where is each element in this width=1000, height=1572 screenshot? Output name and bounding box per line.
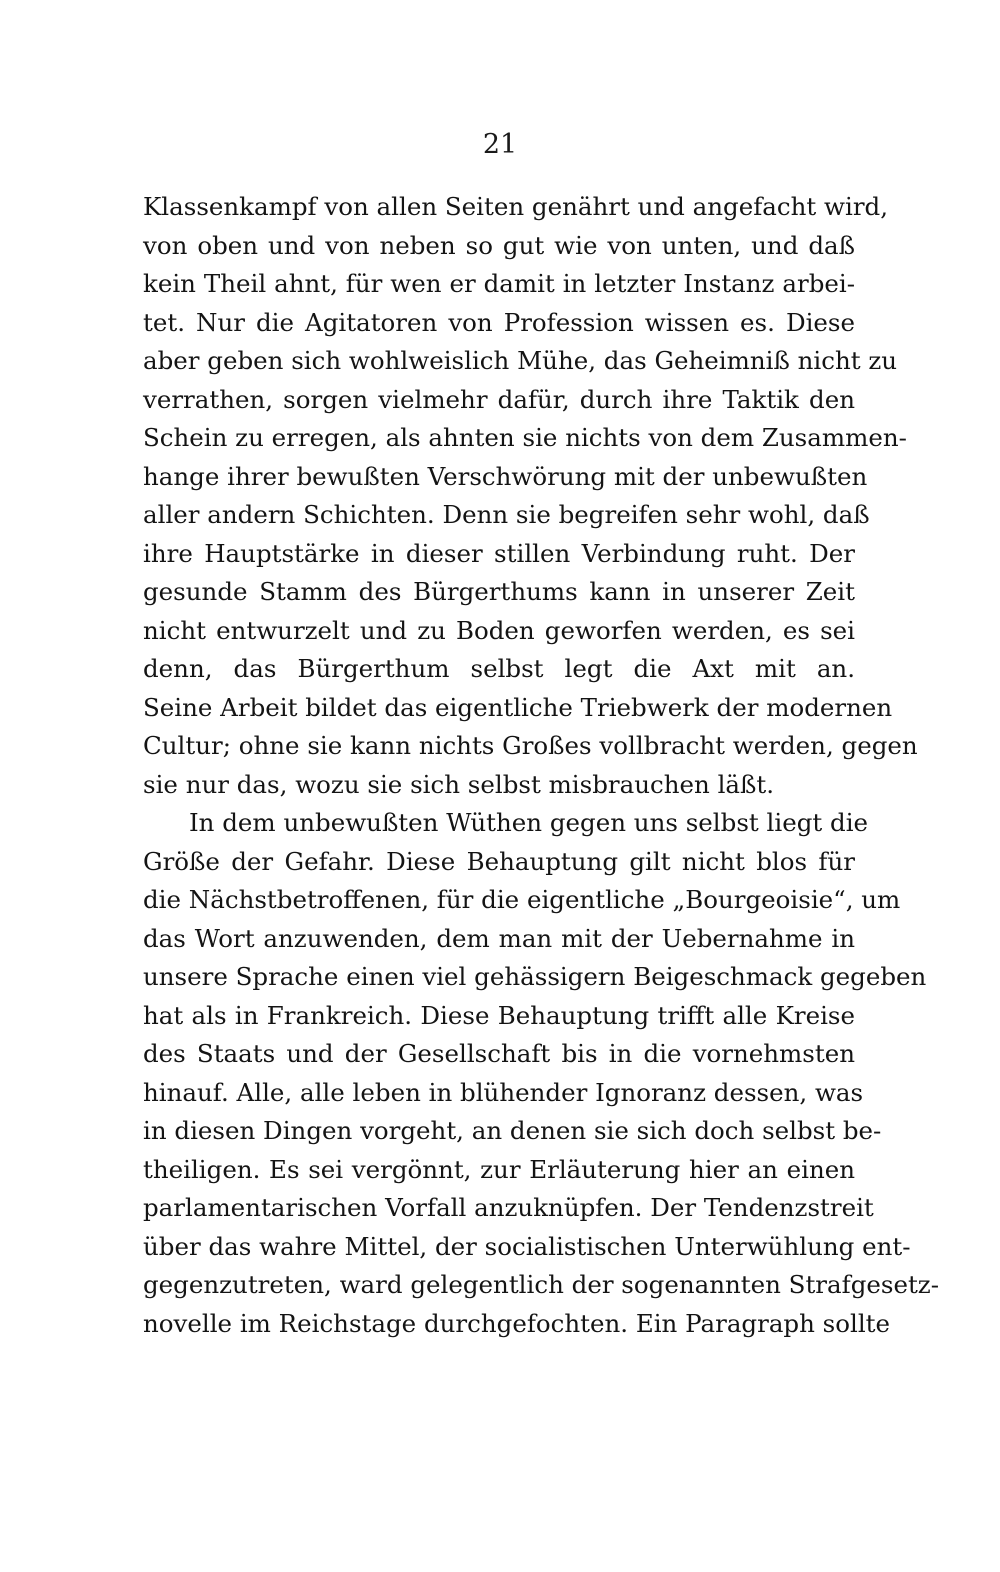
text-line-1: Klassenkampf von allen Seiten genährt und angefacht wird, xyxy=(143,192,889,221)
text-line-12: nicht entwurzelt und zu Boden geworfen werden, es sei xyxy=(143,615,855,645)
text-line-14: Seine Arbeit bildet das eigentliche Triebwerk der modernen xyxy=(143,692,893,722)
text-line-6: verrathen, sorgen vielmehr dafür, durch ihre Taktik den xyxy=(143,384,855,414)
text-line-22: hat als in Frankreich. Diese Behauptung trifft alle Kreise xyxy=(143,1000,855,1030)
text-line-3: kein Theil ahnt, für wen er damit in letzter Instanz arbei- xyxy=(143,269,855,298)
text-line-21: unsere Sprache einen viel gehässigern Beigeschmack gegeben xyxy=(143,962,927,991)
text-line-18: Größe der Gefahr. Diese Behauptung gilt nicht blos für xyxy=(143,846,855,876)
text-line-17: In dem unbewußten Wüthen gegen uns selbst liegt die xyxy=(189,808,869,837)
page-number: 21 xyxy=(482,129,518,160)
text-line-11: gesunde Stamm des Bürgerthums kann in unserer Zeit xyxy=(143,577,855,606)
text-line-10: ihre Hauptstärke in dieser stillen Verbindung ruht. Der xyxy=(143,538,855,568)
text-line-30: novelle im Reichstage durchgefochten. Ein Paragraph sollte xyxy=(143,1308,891,1338)
text-line-8: hange ihrer bewußten Verschwörung mit der unbewußten xyxy=(143,461,868,491)
text-line-23: des Staats und der Gesellschaft bis in die vornehmsten xyxy=(143,1039,855,1068)
text-line-26: theiligen. Es sei vergönnt, zur Erläuterung hier an einen xyxy=(143,1154,855,1184)
text-line-7: Schein zu erregen, als ahnten sie nichts von dem Zusammen- xyxy=(143,423,907,452)
text-line-29: gegenzutreten, ward gelegentlich der sogenannten Strafgesetz- xyxy=(143,1270,939,1299)
body-text xyxy=(143,188,939,1343)
text-line-15: Cultur; ohne sie kann nichts Großes vollbracht werden, gegen xyxy=(143,731,918,760)
text-line-27: parlamentarischen Vorfall anzuknüpfen. Der Tendenzstreit xyxy=(143,1193,874,1222)
text-line-25: in diesen Dingen vorgeht, an denen sie sich doch selbst be- xyxy=(143,1116,882,1145)
text-line-9: aller andern Schichten. Denn sie begreifen sehr wohl, daß xyxy=(143,500,870,529)
text-line-28: über das wahre Mittel, der socialistischen Unterwühlung ent- xyxy=(143,1231,911,1261)
text-line-13: denn, das Bürgerthum selbst legt die Axt mit an. xyxy=(143,654,855,683)
text-line-20: das Wort anzuwenden, dem man mit der Uebernahme in xyxy=(143,923,855,953)
text-line-5: aber geben sich wohlweislich Mühe, das Geheimniß nicht zu xyxy=(143,346,898,375)
text-line-2: von oben und von neben so gut wie von unten, und daß xyxy=(143,230,855,260)
text-line-4: tet. Nur die Agitatoren von Profession wissen es. Diese xyxy=(143,307,855,337)
text-line-19: die Nächstbetroffenen, für die eigentliche „Bourgeoisie“, um xyxy=(143,885,901,914)
text-line-16: sie nur das, wozu sie sich selbst misbrauchen läßt. xyxy=(143,769,775,799)
text-line-24: hinauf. Alle, alle leben in blühender Ignoranz dessen, was xyxy=(143,1077,864,1107)
